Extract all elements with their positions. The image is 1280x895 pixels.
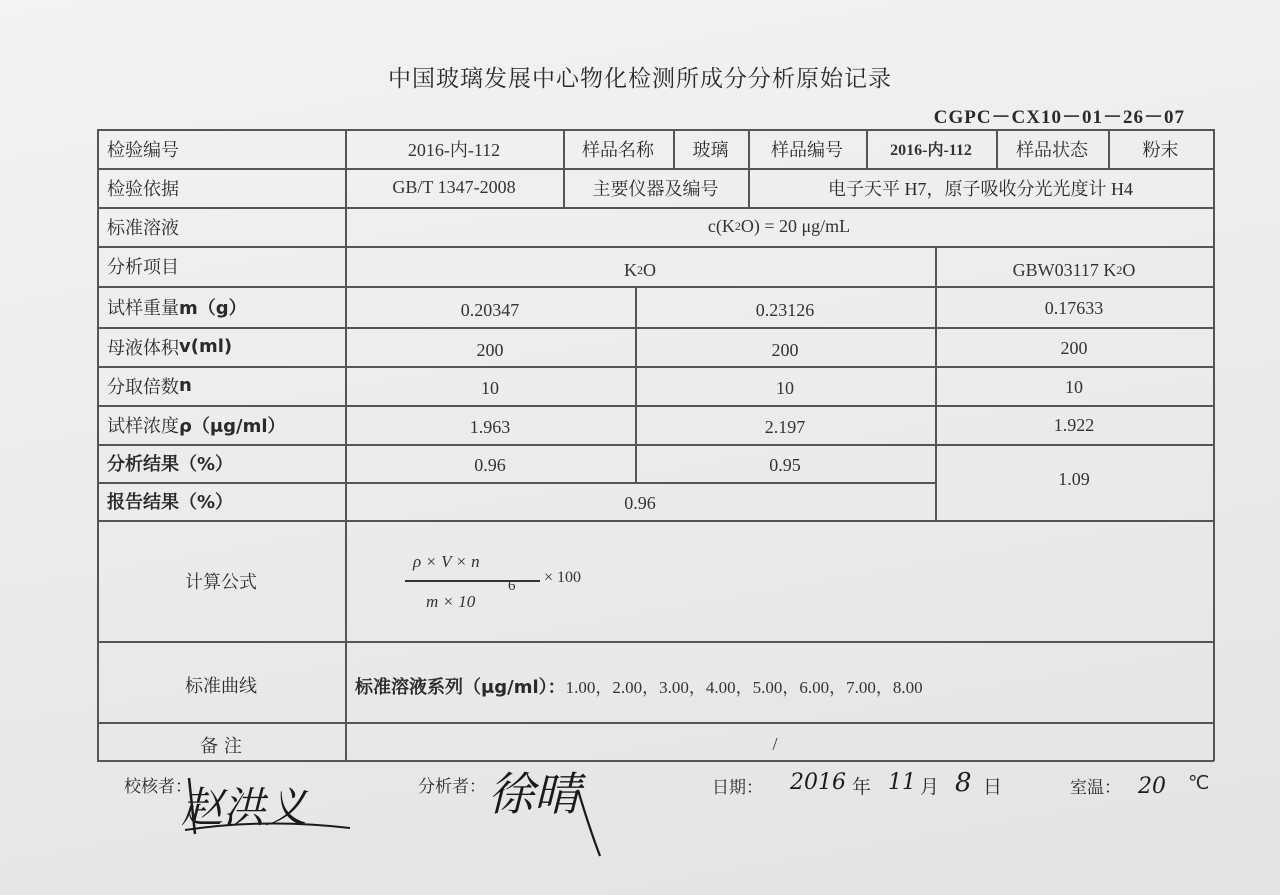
checker-signature (175, 760, 360, 840)
volume-value-1: 200 (476, 340, 504, 360)
item-reference-subscript: 2 (1116, 262, 1123, 277)
analyst-signature (482, 750, 612, 860)
concentration-label-var: ρ（μg/ml） (179, 415, 286, 437)
formula-multiplier: × 100 (544, 569, 582, 586)
formula-exponent: 6 (508, 578, 516, 594)
formula-denominator: m × 10 (426, 592, 476, 611)
curve-series-label: 标准溶液系列（μg/ml）： (355, 676, 566, 698)
instrument-value: 电子天平 H7，原子吸收分光光度计 H4 (828, 178, 1133, 199)
date-day: 8 (955, 768, 972, 798)
item-k2o-text: O (643, 259, 656, 280)
concentration-value-ref: 1.922 (1053, 415, 1095, 435)
instrument-label: 主要仪器及编号 (592, 178, 719, 200)
item-label: 分析项目 (107, 257, 179, 278)
std-solution-value (345, 207, 1213, 246)
date-label: 日期： (712, 778, 763, 798)
analyst-label: 分析者： (418, 777, 486, 797)
fraction-bar (405, 580, 540, 582)
mass-label-var: m（g） (179, 297, 247, 319)
item-reference-text: GBW03117 K (1012, 259, 1117, 280)
sample-no-label: 样品编号 (771, 139, 843, 161)
dilution-label (97, 366, 345, 405)
std-solution-text: O) = 20 μg/mL (740, 216, 851, 236)
dilution-label-text: 分取倍数 (107, 376, 179, 398)
temperature-value: 20 (1138, 774, 1166, 799)
volume-label-var: v(ml) (179, 336, 233, 357)
sample-no-value: 2016-内-112 (890, 142, 972, 159)
formula-numerator: ρ × V × n (413, 552, 480, 571)
report-value: 0.96 (624, 492, 656, 513)
item-k2o-text: K (624, 259, 637, 280)
document-title: 中国玻璃发展中心物化检测所成分分析原始记录 (388, 66, 892, 92)
std-solution-text: c(K (707, 216, 735, 236)
inspection-no-value: 2016-内-112 (407, 139, 501, 160)
mass-value-2: 0.23126 (755, 300, 815, 320)
std-solution-label: 标准溶液 (107, 217, 179, 239)
checker-label: 校核者： (124, 777, 192, 797)
date-year: 2016 (790, 770, 846, 795)
date-month-unit: 月 (920, 776, 940, 798)
basis-label: 检验依据 (107, 178, 179, 200)
volume-value-ref: 200 (1060, 338, 1088, 358)
basis-value: GB/T 1347-2008 (392, 177, 516, 197)
temperature-unit: ℃ (1188, 772, 1210, 794)
item-reference-text: O (1122, 259, 1136, 280)
mass-value-ref: 0.17633 (1044, 298, 1104, 318)
concentration-label (97, 405, 345, 444)
checker-signature-text: 赵洪义 (181, 783, 308, 832)
remark-label: 备 注 (200, 736, 242, 757)
dilution-value-2: 10 (776, 378, 794, 398)
item-k2o-subscript: 2 (637, 262, 643, 277)
concentration-value-1: 1.963 (469, 417, 511, 437)
inspection-no-label: 检验编号 (107, 139, 179, 161)
result-value-1: 0.96 (474, 454, 506, 475)
curve-series-values: 1.00，2.00，3.00，4.00，5.00，6.00，7.00，8.00 (565, 678, 923, 697)
temperature-label: 室温： (1070, 778, 1121, 798)
item-reference (935, 250, 1213, 290)
mass-label-text: 试样重量 (107, 297, 179, 319)
curve-label: 标准曲线 (185, 675, 257, 697)
sample-state-value: 粉末 (1142, 139, 1179, 161)
mass-label (97, 286, 345, 327)
report-label: 报告结果（%） (107, 492, 234, 513)
volume-label-text: 母液体积 (107, 337, 179, 359)
sample-state-label: 样品状态 (1016, 139, 1088, 161)
formula-label: 计算公式 (185, 571, 257, 593)
sample-name-value: 玻璃 (692, 139, 729, 161)
volume-label (97, 327, 345, 366)
dilution-label-var: n (179, 375, 192, 396)
result-value-2: 0.95 (769, 454, 801, 475)
result-label: 分析结果（%） (107, 454, 234, 475)
concentration-value-2: 2.197 (764, 417, 806, 437)
dilution-value-1: 10 (481, 378, 499, 398)
mass-value-1: 0.20347 (460, 300, 520, 320)
date-year-unit: 年 (852, 776, 872, 798)
remark-value: / (772, 733, 778, 754)
std-solution-subscript: 2 (734, 219, 741, 233)
dilution-value-ref: 10 (1065, 377, 1083, 397)
date-month: 11 (888, 770, 916, 795)
sample-name-label: 样品名称 (582, 139, 654, 161)
volume-value-2: 200 (771, 340, 799, 360)
analyst-signature-text: 徐晴 (488, 767, 580, 821)
date-day-unit: 日 (983, 776, 1003, 798)
curve-value (345, 645, 1223, 726)
item-k2o (345, 250, 935, 290)
result-value-ref: 1.09 (1058, 468, 1090, 489)
concentration-label-text: 试样浓度 (107, 415, 179, 437)
document-code: CGPC－CX10－01－26－07 (933, 107, 1185, 128)
